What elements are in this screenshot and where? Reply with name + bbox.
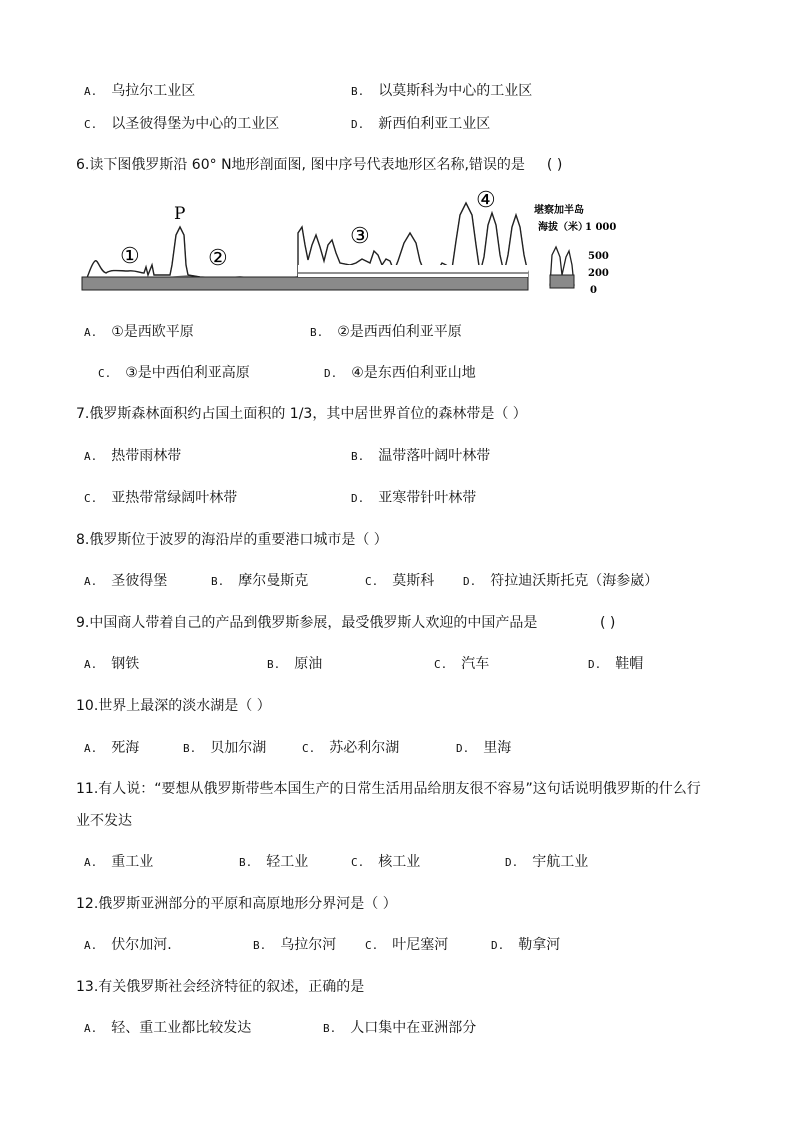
q8-option-d[interactable] (463, 572, 658, 591)
option-text: 新西伯利亚工业区 (378, 116, 491, 132)
q6-option-a[interactable] (84, 323, 194, 342)
option-text: 重工业 (111, 854, 154, 870)
option-letter: B. (211, 575, 225, 588)
q10-option-d[interactable] (456, 739, 511, 758)
q7-option-d[interactable] (351, 489, 476, 508)
option-letter: C. (434, 658, 448, 671)
q6-option-b[interactable] (310, 323, 462, 342)
q6-stem (76, 156, 562, 174)
option-letter: D. (491, 939, 505, 952)
q12-option-b[interactable] (253, 936, 336, 955)
option-text: 叶尼塞河 (392, 937, 449, 953)
q7-option-a[interactable] (84, 447, 181, 466)
option-text: 以莫斯科为中心的工业区 (378, 83, 533, 99)
option-text: 亚寒带针叶林带 (378, 490, 477, 506)
terrain-profile-figure (80, 185, 620, 295)
q9-option-d[interactable] (588, 655, 643, 674)
option-text: 轻、重工业都比较发达 (111, 1020, 252, 1036)
q6-answer-paren: ( ) (546, 157, 563, 173)
q10-option-c[interactable] (302, 739, 399, 758)
option-letter: A. (84, 450, 98, 463)
option-letter: A. (84, 856, 98, 869)
label-p: P (174, 204, 186, 224)
option-text: 乌拉尔河 (280, 937, 337, 953)
q11-option-d[interactable] (505, 853, 588, 872)
q10-option-a[interactable] (84, 739, 139, 758)
label-2: ② (208, 246, 228, 271)
q7-stem: 7.俄罗斯森林面积约占国土面积的 1/3，其中居世界首位的森林带是（ ） (76, 406, 527, 422)
q12-stem: 12.俄罗斯亚洲部分的平原和高原地形分界河是（ ） (76, 896, 397, 912)
option-letter: A. (84, 742, 98, 755)
option-letter: D. (351, 492, 365, 505)
option-letter: B. (351, 450, 365, 463)
q11-option-a[interactable] (84, 853, 153, 872)
q6-option-d[interactable] (324, 364, 476, 383)
q12-option-a[interactable] (84, 936, 172, 955)
tick-0: 0 (590, 285, 597, 295)
q12-option-c[interactable] (365, 936, 448, 955)
option-text: 里海 (483, 740, 512, 756)
option-text: 原油 (294, 656, 323, 672)
q12-option-d[interactable] (491, 936, 560, 955)
q8-stem: 8.俄罗斯位于波罗的海沿岸的重要港口城市是（ ） (76, 532, 388, 548)
option-letter: D. (456, 742, 470, 755)
option-text: 亚热带常绿阔叶林带 (111, 490, 238, 506)
q6-stem-text: 6.读下图俄罗斯沿 60° N地形剖面图, 图中序号代表地形区名称,错误的是 (76, 157, 525, 173)
q8-option-a[interactable] (84, 572, 167, 591)
q11-option-b[interactable] (239, 853, 308, 872)
q5-option-d[interactable] (351, 115, 490, 134)
q5-option-b[interactable] (351, 82, 532, 101)
option-letter: A. (84, 575, 98, 588)
option-letter: B. (239, 856, 253, 869)
q11-stem-line2: 业不发达 (76, 813, 132, 829)
option-letter: B. (267, 658, 281, 671)
q10-option-b[interactable] (183, 739, 266, 758)
option-text: 符拉迪沃斯托克（海参崴） (490, 573, 659, 589)
option-letter: D. (324, 367, 338, 380)
q7-option-c[interactable] (84, 489, 237, 508)
option-text: 乌拉尔工业区 (111, 83, 196, 99)
option-text: 汽车 (461, 656, 490, 672)
label-3: ③ (350, 224, 370, 249)
q9-answer-paren: ( ) (600, 615, 616, 631)
option-text: 温带落叶阔叶林带 (378, 448, 491, 464)
option-letter: D. (588, 658, 602, 671)
q9-stem-text: 9.中国商人带着自己的产品到俄罗斯参展，最受俄罗斯人欢迎的中国产品是 (76, 615, 538, 631)
option-letter: A. (84, 658, 98, 671)
option-text: ②是西西伯利亚平原 (337, 324, 462, 340)
option-letter: C. (351, 856, 365, 869)
label-1: ① (120, 244, 140, 269)
q9-option-c[interactable] (434, 655, 489, 674)
option-letter: D. (505, 856, 519, 869)
option-letter: A. (84, 1022, 98, 1035)
option-text: 苏必利尔湖 (329, 740, 400, 756)
option-text: 伏尔加河. (111, 937, 172, 953)
option-letter: C. (302, 742, 316, 755)
q9-option-b[interactable] (267, 655, 322, 674)
q13-option-a[interactable] (84, 1019, 251, 1038)
option-text: 人口集中在亚洲部分 (350, 1020, 477, 1036)
option-letter: B. (351, 85, 365, 98)
option-letter: C. (84, 492, 98, 505)
option-text: 贝加尔湖 (210, 740, 267, 756)
q8-option-b[interactable] (211, 572, 308, 591)
option-letter: B. (253, 939, 267, 952)
q9-option-a[interactable] (84, 655, 139, 674)
option-letter: D. (463, 575, 477, 588)
q13-option-b[interactable] (323, 1019, 476, 1038)
q10-stem: 10.世界上最深的淡水湖是（ ） (76, 698, 271, 714)
option-letter: A. (84, 85, 98, 98)
tick-1000: 1 000 (585, 222, 617, 233)
option-text: 圣彼得堡 (111, 573, 168, 589)
option-text: 轻工业 (266, 854, 309, 870)
q11-stem-line1: 11.有人说：“要想从俄罗斯带些本国生产的日常生活用品给朋友很不容易”这句话说明俄罗斯的什么行 (76, 781, 701, 797)
option-letter: B. (183, 742, 197, 755)
option-letter: B. (310, 326, 324, 339)
option-text: ④是东西伯利亚山地 (351, 365, 476, 381)
option-letter: C. (365, 575, 379, 588)
option-text: 摩尔曼斯克 (238, 573, 309, 589)
option-text: 勒拿河 (518, 937, 561, 953)
option-text: 死海 (111, 740, 140, 756)
option-text: 热带雨林带 (111, 448, 182, 464)
q9-stem (76, 614, 537, 632)
option-letter: C. (84, 118, 98, 131)
legend-title: 堪察加半岛 (534, 205, 584, 216)
option-text: 钢铁 (111, 656, 140, 672)
option-text: 鞋帽 (615, 656, 644, 672)
q6-option-c[interactable] (98, 364, 250, 383)
option-letter: D. (351, 118, 365, 131)
label-4: ④ (476, 188, 496, 213)
q5-option-a[interactable] (84, 82, 195, 101)
option-letter: A. (84, 326, 98, 339)
option-letter: C. (98, 367, 112, 380)
option-text: ③是中西伯利亚高原 (125, 365, 250, 381)
option-text: 核工业 (378, 854, 421, 870)
option-text: 以圣彼得堡为中心的工业区 (111, 116, 280, 132)
q5-option-c[interactable] (84, 115, 279, 134)
option-letter: B. (323, 1022, 337, 1035)
q8-option-c[interactable] (365, 572, 434, 591)
option-text: 莫斯科 (392, 573, 435, 589)
option-text: 宇航工业 (532, 854, 589, 870)
q11-option-c[interactable] (351, 853, 420, 872)
option-letter: A. (84, 939, 98, 952)
option-text: ①是西欧平原 (111, 324, 194, 340)
q7-option-b[interactable] (351, 447, 490, 466)
tick-500: 500 (588, 251, 609, 262)
legend-subtitle: 海拔（米） (538, 222, 588, 233)
option-letter: C. (365, 939, 379, 952)
tick-200: 200 (588, 268, 609, 279)
q13-stem: 13.有关俄罗斯社会经济特征的叙述，正确的是 (76, 979, 365, 995)
